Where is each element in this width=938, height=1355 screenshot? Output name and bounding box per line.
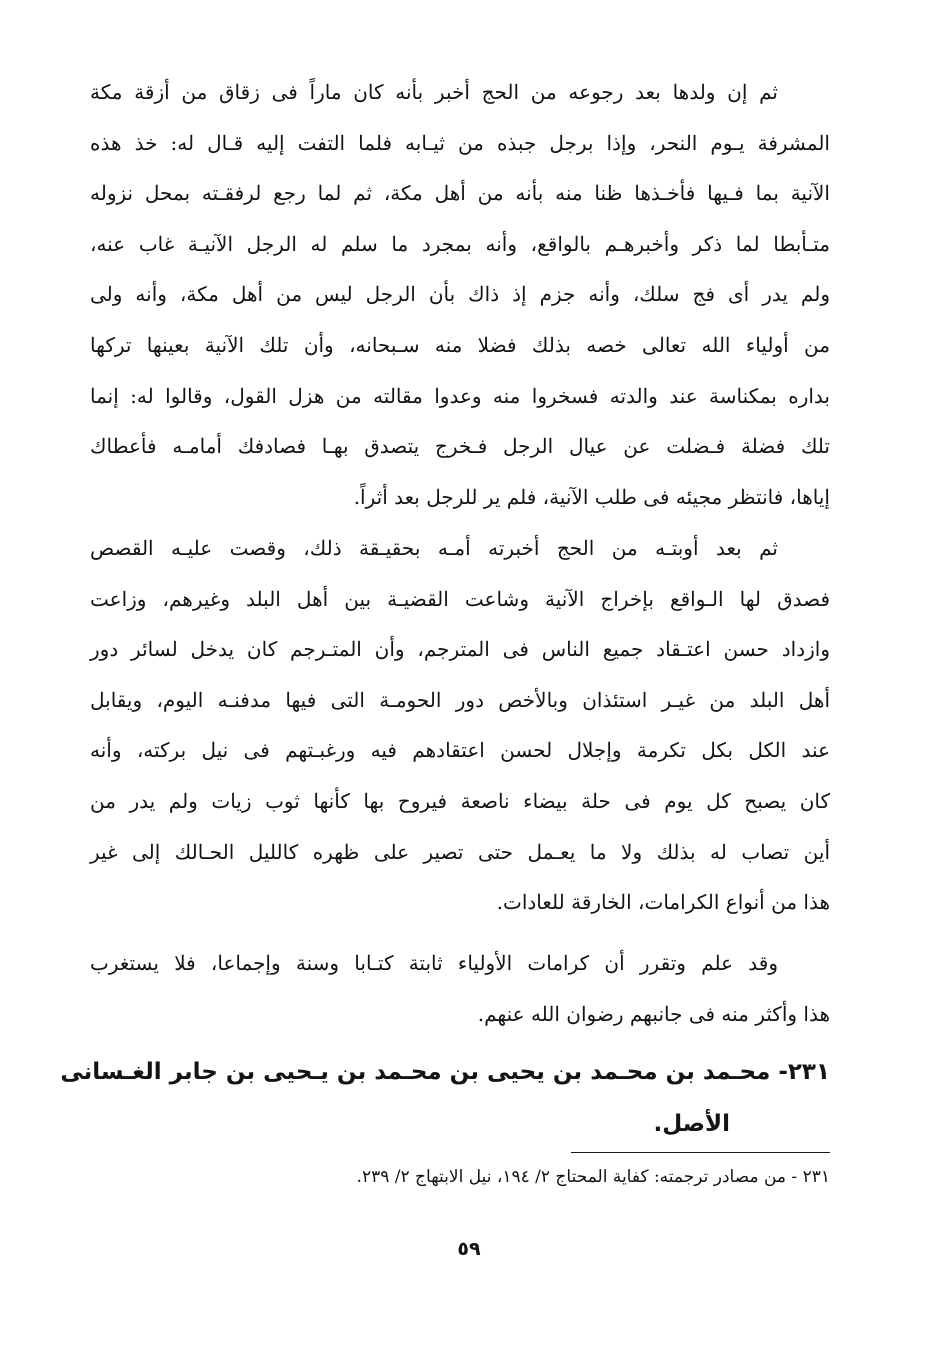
text-line: وازداد حسن اعتـقاد جميع الناس فى المترجم، وأن المتـرجم كان يدخل لسائر دور	[90, 637, 830, 662]
text-line: من أولياء الله تعالى خصه بذلك فضلا منه سـبحانه، وأن تلك الآنية بعينها تركها	[90, 332, 830, 357]
text-line: ولم يدر أى فج سلك، وأنه جزم إذ ذاك بأن الرجل ليس من أهل مكة، وأنه ولى	[90, 282, 830, 307]
heading-line: ٢٣١- محـمد بن محـمد بن يحيى بن محـمد بن يـحيى بن جابر الغـسانى	[60, 1059, 830, 1085]
paragraph-2	[90, 523, 830, 928]
text-line: إياها، فانتظر مجيئه فى طلب الآنية، فلم ير للرجل بعد أثراً.	[353, 484, 830, 509]
text-line: أهل البلد من غيـر استئذان وبالأخص دور الحومـة التى فيها مدفنـه اليوم، ويقابل	[90, 687, 830, 712]
text-line: متـأبطا لما ذكر وأخبرهـم بالواقع، وأنه بمجرد ما سلم له الرجل الآنيـة غاب عنه،	[90, 231, 830, 256]
text-line: وقد علم وتقرر أن كرامات الأولياء ثابتة كتـابا وسنة وإجماعا، فلا يستغرب	[90, 951, 778, 975]
text-line: كان يصبح كل يوم فى حلة بيضاء ناصعة فيروح بها كأنها ثوب زيات ولم يدر من	[90, 788, 830, 813]
footnote-divider	[571, 1152, 830, 1153]
page-number: ٥٩	[457, 1238, 481, 1260]
text-line: تلك فضلة فـضلت عن عيال الرجل فـخرج يتصدق بهـا فصادفك أمامـه فأعطاك	[90, 434, 830, 459]
text-line: ثم إن ولدها بعد رجوعه من الحج أخبر بأنه كان ماراً فى زقاق من أزقة مكة	[90, 80, 778, 104]
text-line: الآنية بما فـيها فأخـذها ظنا منه بأنه من أهل مكة، ثم لما رجع لرفقـته بمحل نزوله	[90, 181, 830, 206]
text-line: بداره بمكناسة عند والدته فسخروا منه وعدوا مقالته من هزل القول، وقالوا له: إنما	[90, 383, 830, 408]
paragraph-1	[90, 67, 830, 522]
text-line: ثم بعد أوبتـه من الحج أخبرته أمـه بحقيـقة ذلك، وقصت عليـه القصص	[90, 536, 778, 560]
text-line: هذا من أنواع الكرامات، الخارقة للعادات.	[496, 890, 830, 915]
heading-line: الأصل.	[653, 1111, 730, 1137]
text-line: عند الكل بكل تكرمة وإجلال لحسن اعتقادهم فيه ورغبـتهم فى نيل بركته، وأنه	[90, 738, 830, 763]
paragraph-3	[90, 938, 830, 1039]
text-line: المشرفة يـوم النحر، وإذا برجل جبذه من ثيـابه فلما التفت إليه قـال له: خذ هذه	[90, 130, 830, 155]
biography-entry-heading	[60, 1046, 830, 1150]
text-line: فصدق لها الـواقع بإخراج الآنية وشاعت القضيـة بين أهل البلد وغيرهم، وزاعت	[90, 586, 830, 611]
footnote: ٢٣١ - من مصادر ترجمته: كفاية المحتاج ٢/ ١٩٤، نيل الابتهاج ٢/ ٢٣٩.	[356, 1167, 830, 1187]
text-line: أين تصاب له بذلك ولا ما يعـمل حتى تصير على ظهره كالليل الحـالك إلى غير	[90, 839, 830, 864]
text-line: هذا وأكثر منه فى جانبهم رضوان الله عنهم.	[477, 1001, 830, 1026]
